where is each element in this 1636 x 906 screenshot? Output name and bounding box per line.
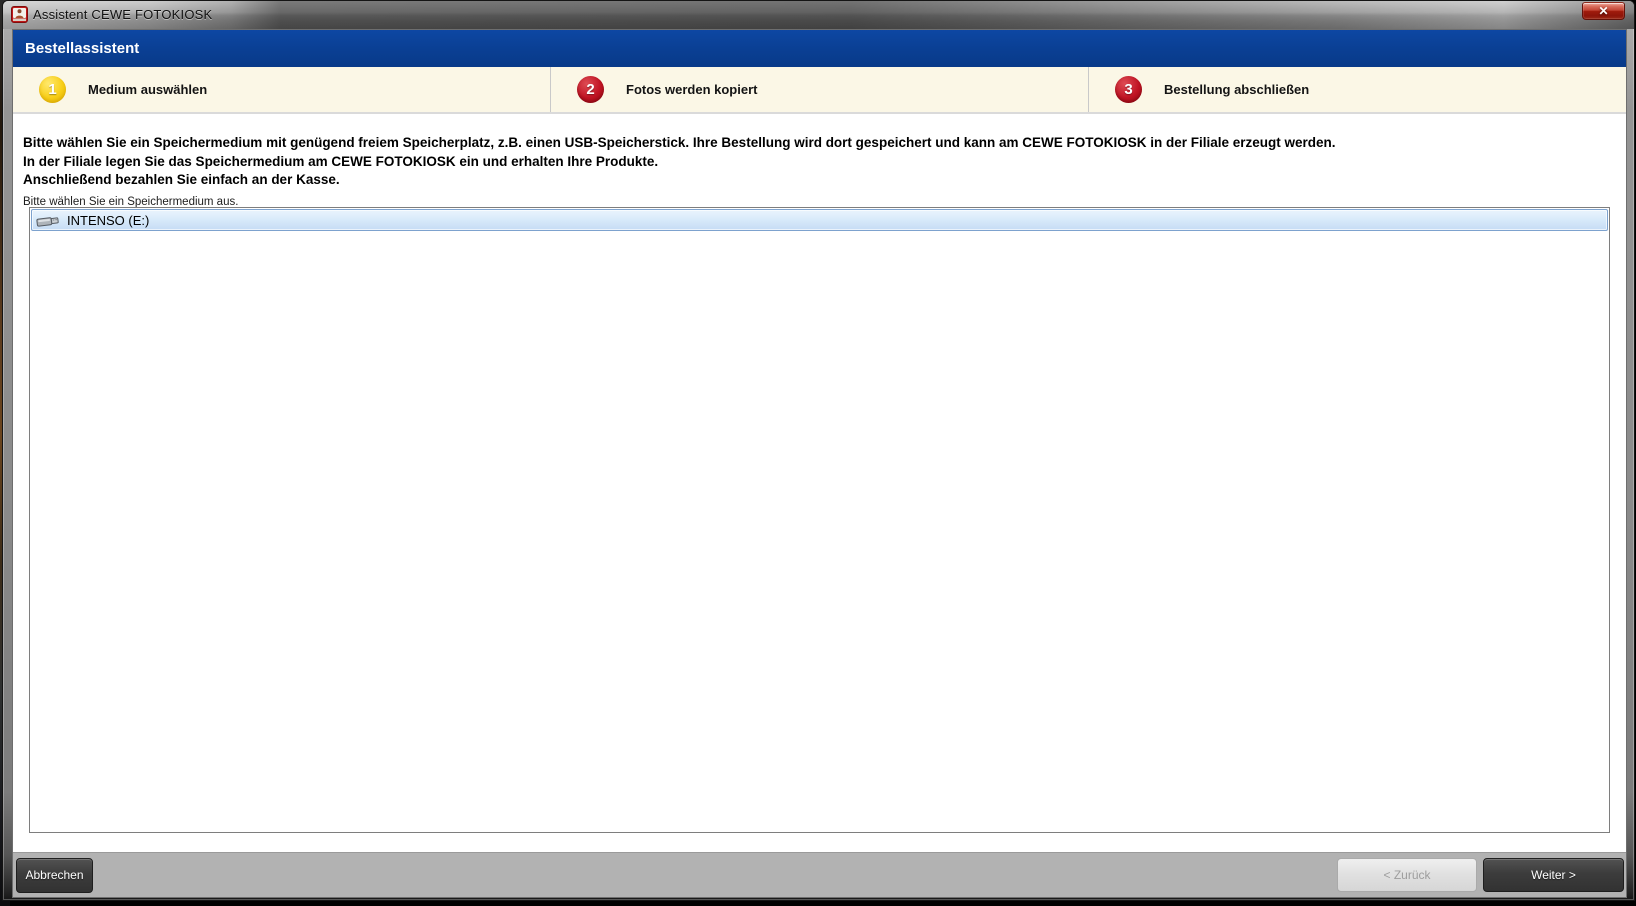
instruction-text bbox=[13, 114, 1626, 190]
step-bestellung-abschliessen bbox=[1088, 67, 1626, 112]
step-3-label: Bestellung abschließen bbox=[1164, 82, 1310, 97]
app-icon bbox=[11, 6, 28, 23]
instruction-line-3: Anschließend bezahlen Sie einfach an der Kasse. bbox=[23, 172, 340, 187]
step-2-label: Fotos werden kopiert bbox=[626, 82, 758, 97]
wizard-header bbox=[13, 30, 1626, 67]
instruction-line-1: Bitte wählen Sie ein Speichermedium mit genügend freiem Speicherplatz, z.B. einen USB-Speicherstick. Ihre Bestellung wird dort gespeichert und kann am CEWE FOTOKIOSK in der Filiale erzeugt werden. bbox=[23, 135, 1336, 150]
step-fotos-kopieren bbox=[550, 67, 1088, 112]
media-list bbox=[29, 207, 1610, 833]
media-select-hint: Bitte wählen Sie ein Speichermedium aus. bbox=[23, 195, 239, 208]
cancel-button[interactable]: Abbrechen bbox=[16, 858, 93, 893]
main-area bbox=[13, 114, 1626, 852]
step-1-badge: 1 bbox=[39, 76, 66, 103]
step-bar bbox=[13, 67, 1626, 114]
media-item-intenso[interactable] bbox=[31, 209, 1608, 231]
page-title: Bestellassistent bbox=[25, 40, 140, 57]
close-button[interactable] bbox=[1582, 2, 1625, 20]
footer-bar bbox=[13, 852, 1626, 897]
instruction-line-2: In der Filiale legen Sie das Speichermedium am CEWE FOTOKIOSK ein und erhalten Ihre Produkte. bbox=[23, 153, 659, 169]
back-button[interactable]: < Zurück bbox=[1337, 858, 1477, 892]
dialog-content bbox=[12, 29, 1627, 898]
step-2-badge: 2 bbox=[577, 76, 604, 103]
window-title: Assistent CEWE FOTOKIOSK bbox=[33, 7, 213, 22]
media-item-label: INTENSO (E:) bbox=[67, 212, 150, 228]
usb-drive-icon bbox=[36, 213, 60, 228]
step-medium-auswaehlen bbox=[13, 67, 550, 112]
step-3-badge: 3 bbox=[1115, 76, 1142, 103]
title-bar bbox=[3, 1, 1634, 29]
wizard-window bbox=[2, 0, 1635, 901]
step-1-label: Medium auswählen bbox=[88, 82, 208, 97]
next-button[interactable]: Weiter > bbox=[1483, 858, 1624, 892]
close-icon: ✕ bbox=[1598, 4, 1609, 18]
